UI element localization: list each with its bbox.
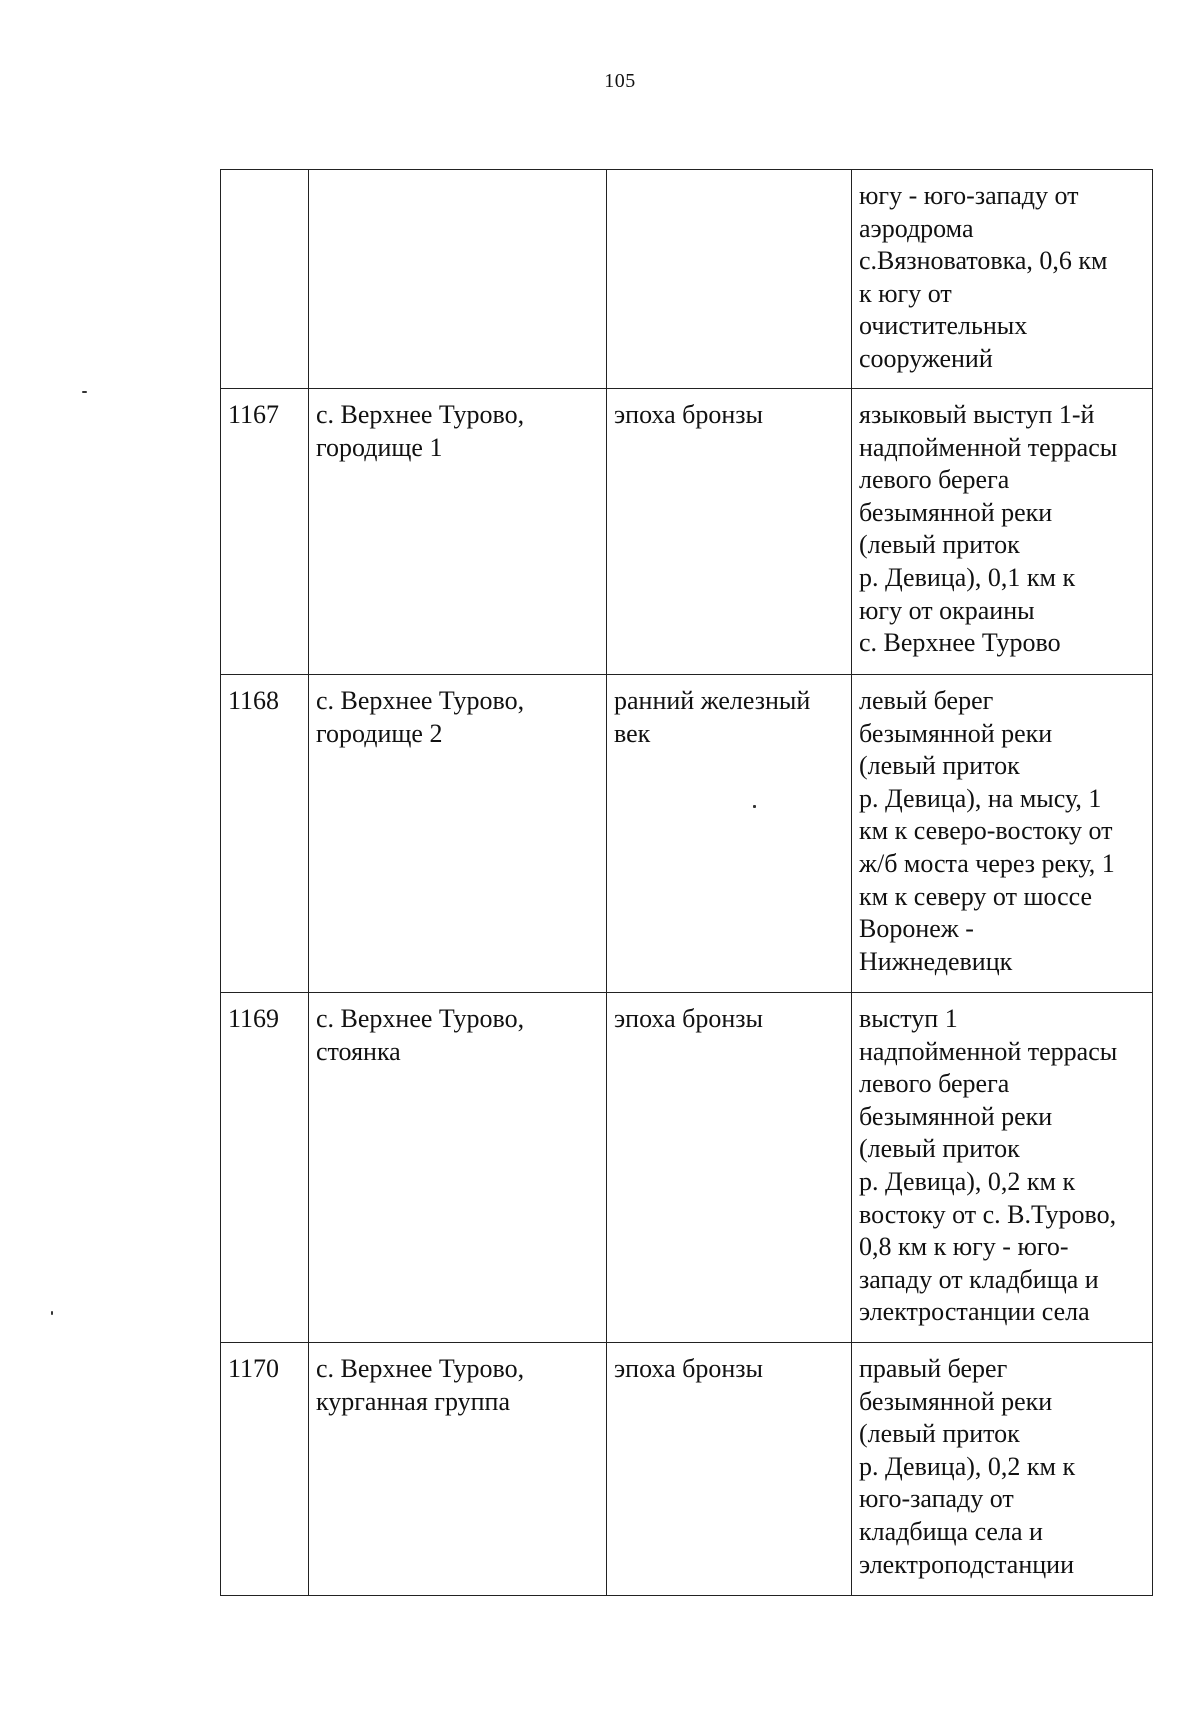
site-location-line: надпойменной террасы (859, 432, 1118, 462)
site-name-line: с. Верхнее Турово, (316, 400, 525, 429)
site-location-line: к югу от (859, 278, 952, 308)
site-location-line: с. Верхнее Турово (859, 628, 1061, 658)
site-era-cell (607, 389, 852, 675)
site-location-line: Нижнедевицк (859, 946, 1013, 976)
site-location-line: безымянной реки (859, 1101, 1053, 1131)
site-location-line: югу от окраины (859, 595, 1035, 625)
site-location-line: языковый выступ 1-й (859, 400, 1095, 429)
site-name-cell (309, 1343, 607, 1596)
site-location-cell (852, 170, 1153, 389)
site-location-cell (852, 389, 1153, 675)
site-location-line: аэродрома (859, 213, 974, 243)
scan-speck (82, 391, 87, 393)
table-row (221, 993, 1153, 1343)
site-location-cell (852, 675, 1153, 993)
table-row (221, 389, 1153, 675)
site-number-cell: 1168 (221, 675, 309, 993)
scan-speck (753, 805, 756, 808)
site-location-line: очистительных (859, 311, 1028, 341)
site-location-line: 0,8 км к югу - юго- (859, 1232, 1069, 1262)
site-location-line: левый берег (859, 686, 994, 715)
table-body (221, 170, 1153, 1596)
table-row (221, 1343, 1153, 1596)
site-location-line: левого берега (859, 1069, 1010, 1099)
site-era-cell (607, 170, 852, 389)
site-era-line: эпоха бронзы (614, 1004, 764, 1033)
site-location-line: электроподстанции (859, 1549, 1074, 1579)
site-name-cell (309, 993, 607, 1343)
site-number-cell: 1167 (221, 389, 309, 675)
site-location-cell (852, 993, 1153, 1343)
site-location-line: (левый приток (859, 530, 1020, 560)
site-location-line: безымянной реки (859, 1386, 1053, 1416)
site-name-line: с. Верхнее Турово, (316, 686, 525, 715)
site-location-line: р. Девица), 0,2 км к (859, 1166, 1076, 1196)
site-location-line: востоку от с. В.Турово, (859, 1199, 1117, 1229)
site-location-line: р. Девица), 0,2 км к (859, 1451, 1076, 1481)
site-location-line: юго-западу от (859, 1484, 1014, 1514)
site-era-cell (607, 675, 852, 993)
site-name-line: стоянка (316, 1036, 401, 1066)
scan-speck (51, 1311, 53, 1315)
site-era-line: эпоха бронзы (614, 1354, 764, 1383)
site-name-line: курганная группа (316, 1386, 510, 1416)
site-location-line: левого берега (859, 465, 1010, 495)
site-era-line: ранний железный (614, 686, 811, 715)
site-location-line: (левый приток (859, 751, 1020, 781)
site-name-line: городище 2 (316, 718, 443, 748)
site-location-line: правый берег (859, 1354, 1008, 1383)
site-location-line: р. Девица), на мысу, 1 (859, 783, 1102, 813)
site-era-line: эпоха бронзы (614, 400, 764, 429)
site-location-line: км к северу от шоссе (859, 881, 1093, 911)
site-location-line: югу - юго-западу от (859, 181, 1079, 210)
site-name-line: с. Верхнее Турово, (316, 1004, 525, 1033)
site-location-line: электростанции села (859, 1297, 1090, 1327)
site-location-line: (левый приток (859, 1419, 1020, 1449)
site-location-line: с.Вязноватовка, 0,6 км (859, 246, 1108, 276)
site-name-cell (309, 675, 607, 993)
heritage-sites-table (220, 169, 1153, 1596)
site-location-line: км к северо-востоку от (859, 816, 1113, 846)
site-location-line: безымянной реки (859, 497, 1053, 527)
site-name-line: с. Верхнее Турово, (316, 1354, 525, 1383)
site-location-line: надпойменной террасы (859, 1036, 1118, 1066)
site-name-cell (309, 170, 607, 389)
site-location-line: безымянной реки (859, 718, 1053, 748)
site-era-line: век (614, 718, 651, 748)
site-name-line: городище 1 (316, 432, 443, 462)
table-row (221, 675, 1153, 993)
site-number-cell: 1169 (221, 993, 309, 1343)
site-era-cell (607, 1343, 852, 1596)
site-location-line: Воронеж - (859, 914, 974, 944)
page-number: 105 (604, 70, 636, 92)
site-era-cell (607, 993, 852, 1343)
site-location-line: западу от кладбища и (859, 1264, 1099, 1294)
site-location-line: сооружений (859, 343, 993, 373)
site-number-cell (221, 170, 309, 389)
site-location-line: р. Девица), 0,1 км к (859, 562, 1076, 592)
table-row (221, 170, 1153, 389)
site-location-line: ж/б моста через реку, 1 (859, 848, 1115, 878)
site-number-cell: 1170 (221, 1343, 309, 1596)
site-location-line: кладбища села и (859, 1516, 1043, 1546)
site-location-cell (852, 1343, 1153, 1596)
site-name-cell (309, 389, 607, 675)
site-location-line: (левый приток (859, 1134, 1020, 1164)
site-location-line: выступ 1 (859, 1004, 958, 1033)
